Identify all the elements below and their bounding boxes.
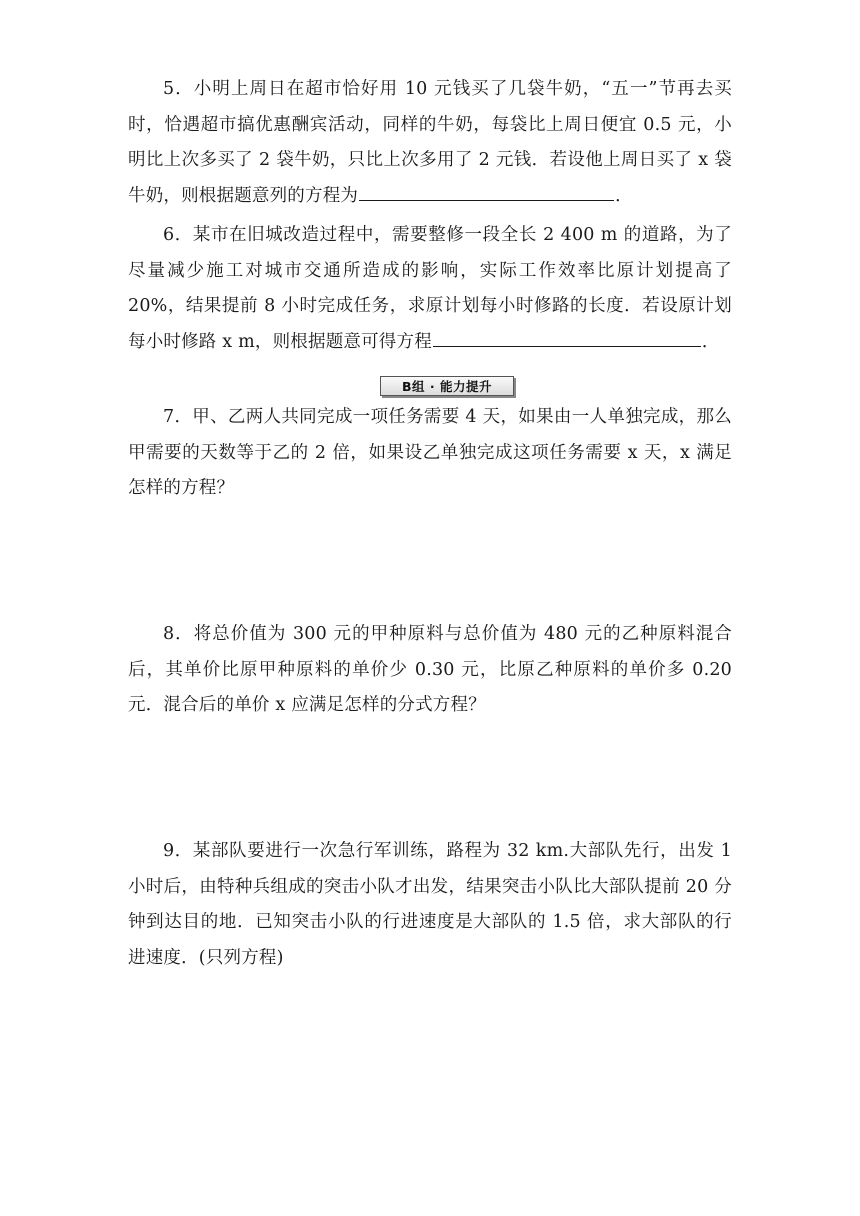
problem-8 xyxy=(128,617,732,724)
problem-5 xyxy=(128,72,732,214)
section-b-title: B组 · 能力提升 xyxy=(402,379,492,394)
problem-9 xyxy=(128,834,732,976)
problem-6-text: 6．某市在旧城改造过程中，需要整修一段全长 2 400 m 的道路，为了尽量减少施工对城市交通所造成的影响，实际工作效率比原计划提高了 20%，结果提前 8 小时完成任务，求原计划每小时修路的长度．若设原计划每小时修路 x m，则根据题意可得方程 xyxy=(128,225,732,352)
problem-8-text: 8．将总价值为 300 元的甲种原料与总价值为 480 元的乙种原料混合后，其单价比原甲种原料的单价少 0.30 元，比原乙种原料的单价多 0.20 元．混合后的单价 x 应满足怎样的分式方程？ xyxy=(128,624,732,715)
problem-6 xyxy=(128,218,732,360)
problem-5-answer-blank[interactable] xyxy=(359,181,614,200)
problem-6-end-mark: ． xyxy=(701,331,720,352)
problem-9-text: 9．某部队要进行一次急行军训练，路程为 32 km.大部队先行，出发 1 小时后，由特种兵组成的突击小队才出发，结果突击小队比大部队提前 20 分钟到达目的地．已知突击小队的行进速度是大部队的 1.5 倍，求大部队的行进速度．(只列方程) xyxy=(128,841,732,968)
problem-5-end-mark: ． xyxy=(615,185,633,206)
section-b-badge xyxy=(380,376,514,396)
problem-6-answer-blank[interactable] xyxy=(433,327,701,346)
problem-7-text: 7．甲、乙两人共同完成一项任务需要 4 天，如果由一人单独完成，那么甲需要的天数等于乙的 2 倍，如果设乙单独完成这项任务需要 x 天，x 满足怎样的方程？ xyxy=(128,407,732,498)
problem-7 xyxy=(128,400,732,507)
problem-5-text: 5．小明上周日在超市恰好用 10 元钱买了几袋牛奶，“五一”节再去买时，恰遇超市搞优惠酬宾活动，同样的牛奶，每袋比上周日便宜 0.5 元，小明比上次多买了 2 袋牛奶，只比上次多用了 2 元钱．若设他上周日买了 x 袋牛奶，则根据题意列的方程为 xyxy=(128,79,732,206)
